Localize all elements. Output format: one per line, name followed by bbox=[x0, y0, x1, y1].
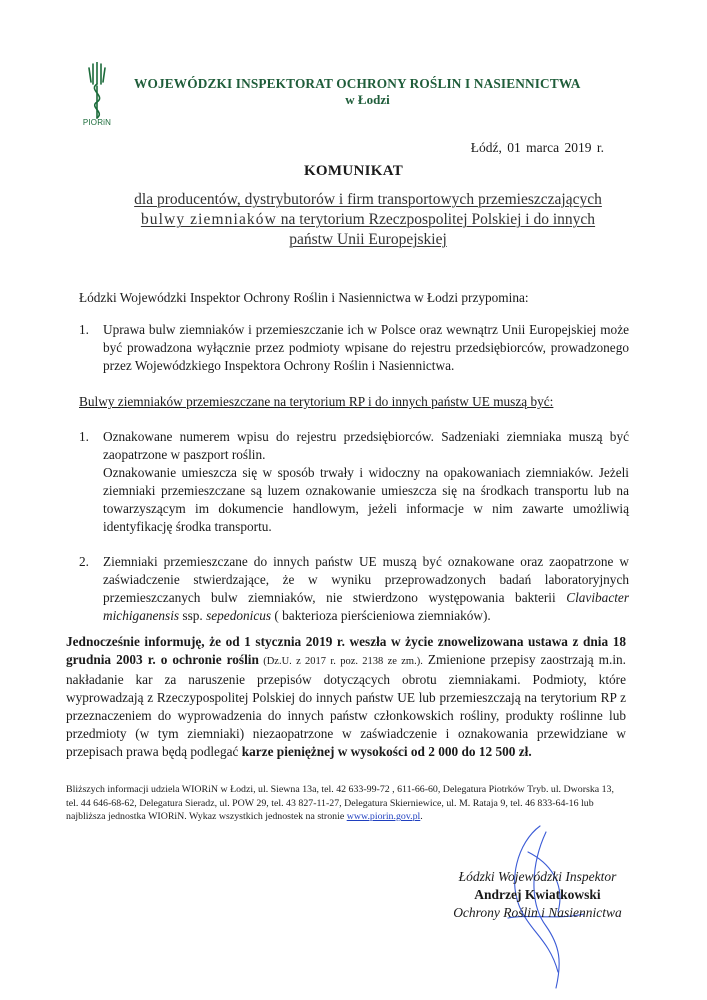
website-link[interactable]: www.piorin.gov.pl bbox=[346, 811, 421, 823]
subject-spaced-text: bulwy ziemniaków bbox=[140, 211, 277, 228]
signatory-name: Andrzej Kwiatkowski bbox=[474, 887, 601, 902]
subspecies-name: sepedonicus bbox=[206, 608, 272, 623]
item-body bbox=[103, 428, 629, 536]
notice-body: Zmienione przepisy zaostrzają m.in. nakładanie kar za naruszenie przepisów dotyczących obrotu ziemniakami. Podmioty, które wyprowadzają z Rzeczypospolitej Polskiej do innych państw UE lub przemieszczają na terytorium RP z przeznaczeniem do wyprowadzenia do innych państw członkowskich rośliny, produkty roślinne lub przedmioty (w tym ziemniaki) niezaopatrzone w zaświadczenie i oznakowania przewidziane w przepisach prawa będą podlegać bbox=[66, 652, 626, 759]
contact-end: . bbox=[420, 811, 423, 823]
reminder-list bbox=[79, 321, 629, 375]
signature-title: Łódzki Wojewódzki Inspektor bbox=[458, 869, 617, 884]
list-item bbox=[79, 428, 629, 536]
contact-info bbox=[66, 783, 626, 824]
species-name: Clavibacter michiganensis bbox=[103, 590, 629, 623]
document-date: Łódź, 01 marca 2019 r. bbox=[470, 140, 604, 155]
subject-line-3: państw Unii Europejskiej bbox=[289, 231, 447, 248]
subject-line-1: dla producentów, dystrybutorów i firm transportowych przemieszczających bbox=[134, 191, 602, 208]
subject-line-2-rest: na terytorium Rzeczpospolitej Polskiej i do innych bbox=[276, 211, 596, 228]
requirements-heading: Bulwy ziemniaków przemieszczane na terytorium RP i do innych państw UE muszą być: bbox=[79, 394, 554, 409]
intro-text: Łódzki Wojewódzki Inspektor Ochrony Roślin i Nasiennictwa w Łodzi przypomina: bbox=[79, 290, 529, 305]
list-item bbox=[79, 321, 629, 375]
notice-bold-intro: Jednocześnie informuję, że od 1 stycznia 2019 r. weszła w życie znowelizowana ustawa z dnia 18 grudnia 2003 r. o ochronie roślin bbox=[66, 634, 626, 667]
item-text: Uprawa bulw ziemniaków i przemieszczanie ich w Polsce oraz wewnątrz Unii Europejskiej może być prowadzona wyłącznie przez podmioty wpisane do rejestru przedsiębiorców, prowadzonego przez Wojewódzkiego Inspektora Ochrony Roślin i Nasiennictwa. bbox=[103, 322, 629, 373]
requirements-list bbox=[79, 428, 629, 642]
item-paragraph: Oznakowanie umieszcza się w sposób trwały i widoczny na opakowaniach ziemniaków. Jeżeli ziemniaki przemieszczane są luzem oznakowanie umieszcza się na środkach transportu lub na towarzyszącym im dokumencie handlowym, jeżeli informacje w nim zawarte umożliwią identyfikację środka transportu. bbox=[103, 465, 629, 534]
text-run: ( bakterioza pierścieniowa ziemniaków). bbox=[271, 608, 491, 623]
subject-line-2 bbox=[70, 210, 666, 230]
text-run: ssp. bbox=[179, 608, 207, 623]
logo-text: PIORiN bbox=[82, 118, 112, 127]
org-city: w Łodzi bbox=[345, 92, 390, 107]
contact-text: Bliższych informacji udziela WIORiN w Łodzi, ul. Siewna 13a, tel. 42 633-99-72 , 611-66-60, Delegatura Piotrków Tryb. ul. Dworska 13, tel. 44 646-68-62, Delegatura Sieradz, ul. POW 29, tel. 43 827-11-27, Delegatura Skierniewice, ul. M. Rataja 9, tel. 46 833-64-16 lub najbliższa jednostka WIORiN. Wykaz wszystkich jednostek na stronie bbox=[66, 784, 614, 823]
item-number: 2. bbox=[79, 554, 89, 569]
item-paragraph bbox=[103, 553, 629, 625]
item-number: 1. bbox=[79, 429, 89, 444]
signature-title-2: Ochrony Roślin i Nasiennictwa bbox=[453, 905, 622, 920]
penalty-text: karze pieniężnej w wysokości od 2 000 do 12 500 zł. bbox=[241, 744, 532, 759]
document-subject bbox=[70, 190, 666, 250]
org-name: WOJEWÓDZKI INSPEKTORAT OCHRONY ROŚLIN I NASIENNICTWA bbox=[134, 76, 581, 91]
document-title: KOMUNIKAT bbox=[303, 163, 404, 179]
item-number: 1. bbox=[79, 322, 89, 337]
legal-citation: (Dz.U. z 2017 r. poz. 2138 ze zm.). bbox=[258, 656, 423, 667]
text-run: Ziemniaki przemieszczane do innych państw UE muszą być oznakowane oraz zaopatrzone w zaświadczenie stwierdzające, że w wyniku przeprowadzonych badań laboratoryjnych przemieszczanych bulw ziemniaków, nie stwierdzono występowania bakterii bbox=[103, 554, 629, 605]
list-item bbox=[79, 553, 629, 625]
signature-block bbox=[430, 868, 645, 922]
legal-notice bbox=[66, 633, 626, 761]
item-paragraph: Oznakowane numerem wpisu do rejestru przedsiębiorców. Sadzeniaki ziemniaka muszą być zaopatrzone w paszport roślin. bbox=[103, 429, 629, 462]
